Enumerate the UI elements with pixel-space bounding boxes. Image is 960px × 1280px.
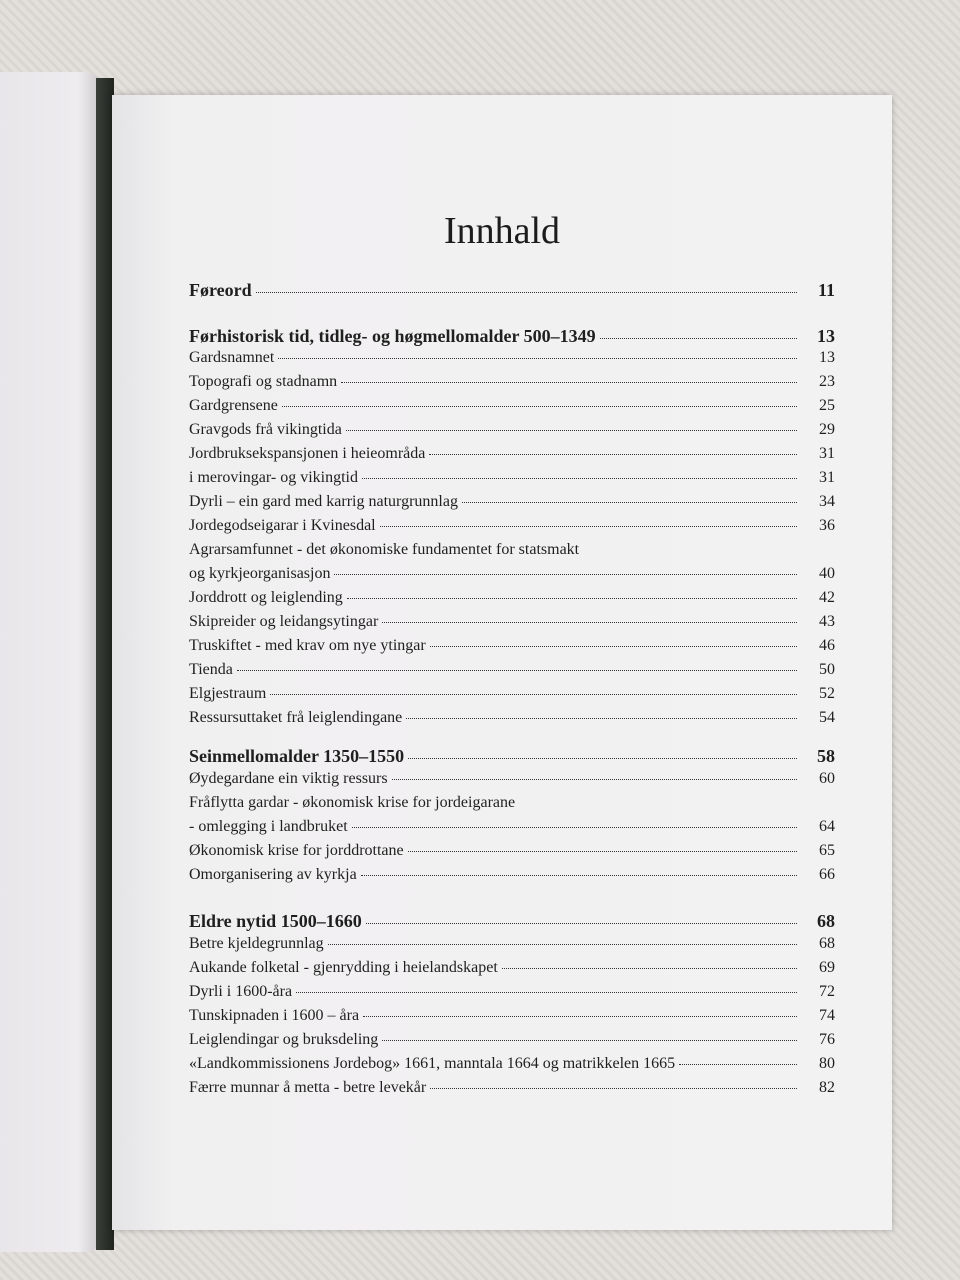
toc-page-number: 64 <box>819 818 835 835</box>
dot-leader <box>347 598 797 599</box>
toc-entry <box>189 842 835 866</box>
toc-entry <box>189 493 835 517</box>
dot-leader <box>430 1088 797 1089</box>
toc-page-number: 34 <box>819 493 835 510</box>
toc-page-number: 80 <box>819 1055 835 1072</box>
toc-page-number: 29 <box>819 421 835 438</box>
toc-entry-title: Omorganisering av kyrkja <box>189 866 357 883</box>
toc-page-number: 13 <box>819 349 835 366</box>
dot-leader <box>282 406 797 407</box>
page-title: Innhald <box>443 210 561 252</box>
toc-entry-title: - omlegging i landbruket <box>189 818 348 835</box>
toc-page-number: 68 <box>819 935 835 952</box>
toc-page-number: 66 <box>819 866 835 883</box>
toc-entry-title: Øydegardane ein viktig ressurs <box>189 770 388 787</box>
toc-page-number: 46 <box>819 637 835 654</box>
toc-entry-title: Aukande folketal - gjenrydding i heielandskapet <box>189 959 498 976</box>
dot-leader <box>408 758 797 759</box>
toc-page-number: 82 <box>819 1079 835 1096</box>
dot-leader <box>380 526 797 527</box>
toc-entry-title: Agrarsamfunnet - det økonomiske fundamentet for statsmakt <box>189 541 580 558</box>
toc-page-number: 31 <box>819 445 835 462</box>
dot-leader <box>334 574 797 575</box>
toc-entry-title: Betre kjeldegrunnlag <box>189 935 324 952</box>
toc-page-number: 65 <box>819 842 835 859</box>
dot-leader <box>406 718 797 719</box>
toc-entry-title: Leiglendingar og bruksdeling <box>189 1031 379 1048</box>
dot-leader <box>392 779 797 780</box>
toc-page-number: 74 <box>819 1007 835 1024</box>
toc-entry-title: Færre munnar å metta - betre levekår <box>189 1079 427 1096</box>
dot-leader <box>462 502 797 503</box>
toc-entry-title: Ressursuttaket frå leiglendingane <box>189 709 403 726</box>
toc-entry-title: Fråflytta gardar - økonomisk krise for jordeigarane <box>189 794 516 811</box>
toc-entry-title: Gardgrensene <box>189 397 278 414</box>
toc-page-number: 11 <box>817 280 835 300</box>
toc-entry <box>189 517 835 541</box>
dot-leader <box>296 992 797 993</box>
toc-entry-title: Dyrli i 1600-åra <box>189 983 293 1000</box>
toc-entry <box>189 589 835 613</box>
toc-entry <box>189 613 835 637</box>
toc-page-number: 31 <box>819 469 835 486</box>
toc-section-heading <box>189 746 835 770</box>
dot-leader <box>366 923 797 924</box>
toc-page-number: 36 <box>819 517 835 534</box>
toc-entry-title: og kyrkjeorganisasjon <box>189 565 331 582</box>
toc-entry <box>189 565 835 589</box>
toc-entry <box>189 770 835 794</box>
dot-leader <box>361 875 797 876</box>
toc-section-heading <box>189 280 835 304</box>
toc-page-number: 23 <box>819 373 835 390</box>
toc-entry <box>189 959 835 983</box>
toc-entry-title: Gardsnamnet <box>189 349 275 366</box>
toc-entry <box>189 866 835 890</box>
dot-leader <box>430 646 797 647</box>
toc-page-number: 43 <box>819 613 835 630</box>
dot-leader <box>363 1016 797 1017</box>
dot-leader <box>382 622 797 623</box>
toc-page-number: 58 <box>817 746 835 766</box>
toc-section-heading <box>189 911 835 935</box>
toc-entry <box>189 445 835 469</box>
toc-entry-title: Gravgods frå vikingtida <box>189 421 342 438</box>
toc-entry <box>189 1031 835 1055</box>
toc-page-number: 54 <box>819 709 835 726</box>
toc-entry-title: Førhistorisk tid, tidleg- og høgmellomalder 500–1349 <box>189 326 596 346</box>
dot-leader <box>362 478 797 479</box>
toc-entry-title: Eldre nytid 1500–1660 <box>189 911 362 931</box>
toc-entry <box>189 794 835 818</box>
toc-entry-title: i merovingar- og vikingtid <box>189 469 358 486</box>
toc-entry <box>189 349 835 373</box>
dot-leader <box>270 694 797 695</box>
toc-entry <box>189 709 835 733</box>
dot-leader <box>346 430 797 431</box>
toc-page-number: 52 <box>819 685 835 702</box>
dot-leader <box>502 968 797 969</box>
toc-entry-title: «Landkommissionens Jordebog» 1661, manntala 1664 og matrikkelen 1665 <box>189 1055 676 1072</box>
toc-entry <box>189 541 835 565</box>
dot-leader <box>256 292 797 293</box>
toc-entry <box>189 818 835 842</box>
toc-page-number: 50 <box>819 661 835 678</box>
toc-entry <box>189 983 835 1007</box>
dot-leader <box>278 358 797 359</box>
toc-entry <box>189 935 835 959</box>
dot-leader <box>341 382 797 383</box>
toc-entry <box>189 373 835 397</box>
toc-entry-title: Tunskipnaden i 1600 – åra <box>189 1007 360 1024</box>
toc-entry <box>189 469 835 493</box>
toc-page-number: 72 <box>819 983 835 1000</box>
dot-leader <box>679 1064 797 1065</box>
toc-entry-title: Jordegodseigarar i Kvinesdal <box>189 517 376 534</box>
toc-page-number: 40 <box>819 565 835 582</box>
toc-entry-title: Jorddrott og leiglending <box>189 589 343 606</box>
toc-entry-title: Tienda <box>189 661 233 678</box>
toc-entry <box>189 397 835 421</box>
toc-entry-title: Truskiftet - med krav om nye ytingar <box>189 637 426 654</box>
toc-page-number: 68 <box>817 911 835 931</box>
toc-entry <box>189 685 835 709</box>
toc-page-number: 60 <box>819 770 835 787</box>
toc-page-number: 13 <box>817 326 835 346</box>
toc-page-number: 76 <box>819 1031 835 1048</box>
dot-leader <box>352 827 797 828</box>
toc-entry-title: Føreord <box>189 280 252 300</box>
toc-entry-title: Dyrli – ein gard med karrig naturgrunnlag <box>189 493 458 510</box>
toc-entry-title: Skipreider og leidangsytingar <box>189 613 379 630</box>
toc-entry-title: Jordbruksekspansjonen i heieområda <box>189 445 426 462</box>
toc-page-number: 69 <box>819 959 835 976</box>
toc-section-heading <box>189 326 835 350</box>
toc-entry <box>189 1055 835 1079</box>
dot-leader <box>429 454 797 455</box>
toc-page-number: 25 <box>819 397 835 414</box>
toc-entry-title: Økonomisk krise for jorddrottane <box>189 842 404 859</box>
toc-page-number: 42 <box>819 589 835 606</box>
toc-entry <box>189 421 835 445</box>
dot-leader <box>600 338 797 339</box>
toc-entry-title: Seinmellomalder 1350–1550 <box>189 746 405 766</box>
dot-leader <box>328 944 797 945</box>
toc-entry <box>189 637 835 661</box>
book-page <box>112 95 892 1230</box>
toc-entry <box>189 1079 835 1103</box>
dot-leader <box>237 670 797 671</box>
toc-entry <box>189 1007 835 1031</box>
dot-leader <box>408 851 797 852</box>
toc-entry-title: Topografi og stadnamn <box>189 373 338 390</box>
toc-entry-title: Elgjestraum <box>189 685 267 702</box>
toc-entry <box>189 661 835 685</box>
dot-leader <box>382 1040 797 1041</box>
